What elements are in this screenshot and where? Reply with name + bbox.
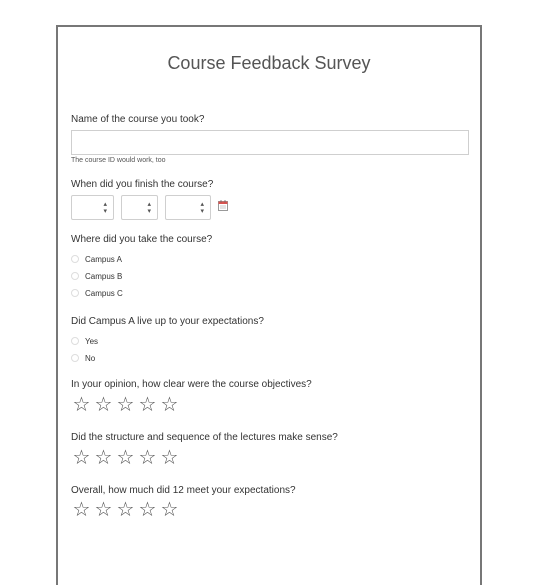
updown-arrows-icon: ▴ ▾ bbox=[200, 201, 204, 215]
rating-overall[interactable] bbox=[71, 499, 180, 519]
radio-button[interactable] bbox=[71, 272, 79, 280]
course-name-hint: The course ID would work, too bbox=[71, 157, 166, 164]
star-icon[interactable]: ☆ bbox=[94, 445, 113, 469]
radio-button[interactable] bbox=[71, 354, 79, 362]
day-select[interactable] bbox=[121, 195, 158, 220]
star-icon[interactable]: ☆ bbox=[160, 497, 179, 521]
star-icon[interactable]: ☆ bbox=[160, 392, 179, 416]
star-icon[interactable]: ☆ bbox=[160, 445, 179, 469]
radio-label: Yes bbox=[85, 336, 99, 346]
star-icon[interactable]: ☆ bbox=[72, 445, 91, 469]
expectation-option-yes[interactable] bbox=[71, 335, 98, 347]
question-course-name: Name of the course you took? bbox=[71, 114, 205, 125]
star-icon[interactable]: ☆ bbox=[72, 497, 91, 521]
star-icon[interactable]: ☆ bbox=[138, 497, 157, 521]
question-campus: Where did you take the course? bbox=[71, 234, 213, 245]
star-icon[interactable]: ☆ bbox=[72, 392, 91, 416]
radio-button[interactable] bbox=[71, 255, 79, 263]
updown-arrows-icon: ▴ ▾ bbox=[103, 201, 107, 215]
month-select[interactable] bbox=[71, 195, 114, 220]
rating-structure[interactable] bbox=[71, 447, 180, 467]
survey-title: Course Feedback Survey bbox=[167, 53, 371, 73]
star-icon[interactable]: ☆ bbox=[116, 445, 135, 469]
radio-label: Campus C bbox=[85, 288, 123, 298]
star-icon[interactable]: ☆ bbox=[138, 445, 157, 469]
updown-arrows-icon: ▴ ▾ bbox=[147, 201, 151, 215]
calendar-icon[interactable] bbox=[218, 200, 228, 211]
radio-label: No bbox=[85, 353, 96, 363]
rating-objectives[interactable] bbox=[71, 394, 180, 414]
star-icon[interactable]: ☆ bbox=[94, 392, 113, 416]
star-icon[interactable]: ☆ bbox=[138, 392, 157, 416]
campus-option[interactable] bbox=[71, 253, 122, 265]
question-overall-expectations: Overall, how much did 12 meet your expectations? bbox=[71, 485, 296, 496]
expectation-option-no[interactable] bbox=[71, 352, 95, 364]
radio-button[interactable] bbox=[71, 289, 79, 297]
question-objectives-clarity: In your opinion, how clear were the course objectives? bbox=[71, 379, 312, 390]
star-icon[interactable]: ☆ bbox=[94, 497, 113, 521]
question-finish-date: When did you finish the course? bbox=[71, 179, 214, 190]
radio-button[interactable] bbox=[71, 337, 79, 345]
radio-label: Campus A bbox=[85, 254, 122, 264]
question-expectations: Did Campus A live up to your expectations? bbox=[71, 316, 264, 327]
survey-card bbox=[56, 25, 482, 585]
question-lecture-structure: Did the structure and sequence of the lectures make sense? bbox=[71, 432, 338, 443]
year-select[interactable] bbox=[165, 195, 211, 220]
campus-option[interactable] bbox=[71, 287, 123, 299]
campus-option[interactable] bbox=[71, 270, 122, 282]
radio-label: Campus B bbox=[85, 271, 123, 281]
star-icon[interactable]: ☆ bbox=[116, 392, 135, 416]
star-icon[interactable]: ☆ bbox=[116, 497, 135, 521]
course-name-input[interactable] bbox=[71, 130, 469, 155]
